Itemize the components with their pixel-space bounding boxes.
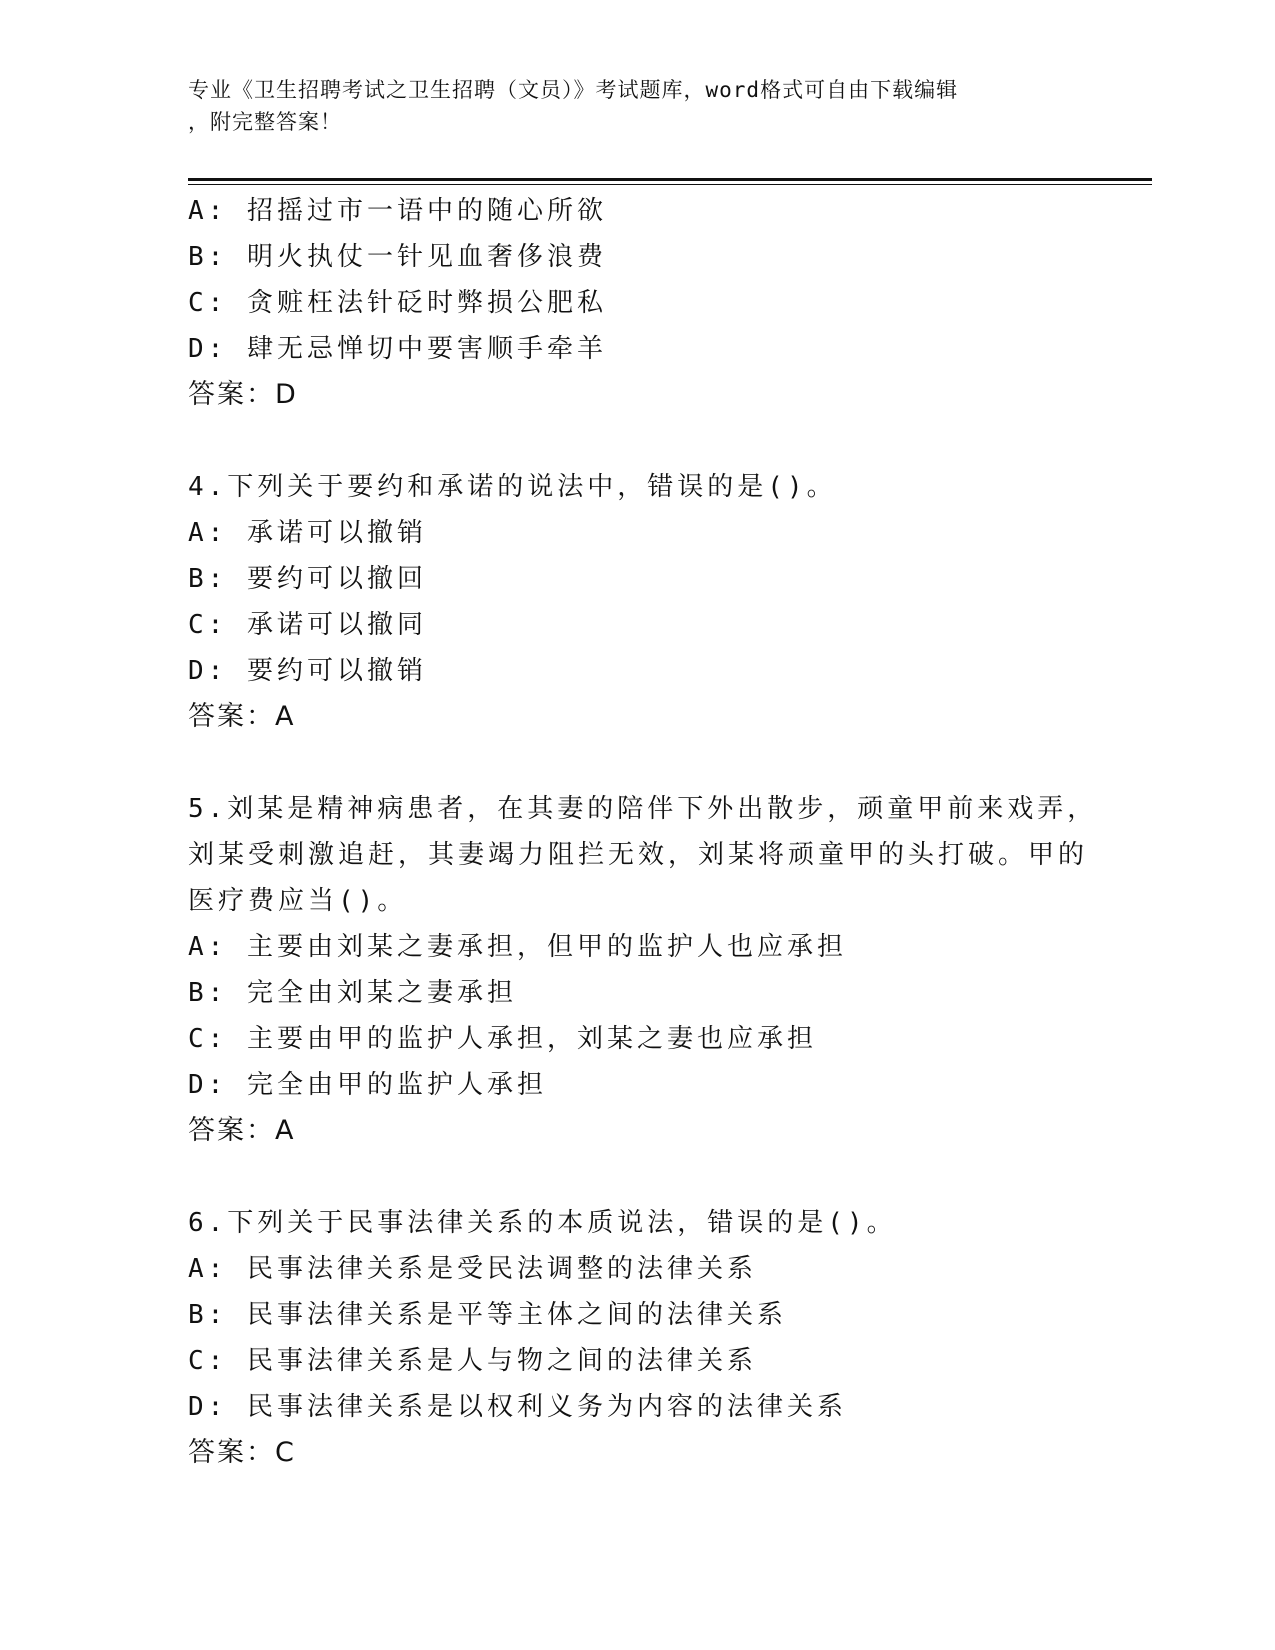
question-list bbox=[188, 188, 1098, 1476]
question-5 bbox=[188, 786, 1098, 1154]
document-header bbox=[188, 74, 1068, 138]
option-a: A: 承诺可以撤销 bbox=[188, 518, 427, 548]
option-d: D: 完全由甲的监护人承担 bbox=[188, 1070, 547, 1100]
option-b: B: 明火执仗一针见血奢侈浪费 bbox=[188, 242, 607, 272]
option-a: A: 主要由刘某之妻承担，但甲的监护人也应承担 bbox=[188, 932, 847, 962]
question-stem: 4.下列关于要约和承诺的说法中，错误的是()。 bbox=[188, 472, 837, 502]
question-stem-line-3: 医疗费应当()。 bbox=[188, 886, 408, 916]
option-d: D: 肆无忌惮切中要害顺手牵羊 bbox=[188, 334, 607, 364]
header-line-1: 专业《卫生招聘考试之卫生招聘（文员）》考试题库，word格式可自由下载编辑 bbox=[188, 78, 959, 102]
option-b: B: 民事法律关系是平等主体之间的法律关系 bbox=[188, 1300, 787, 1330]
question-stem-line-2: 刘某受刺激追赶，其妻竭力阻拦无效，刘某将顽童甲的头打破。甲的 bbox=[188, 840, 1089, 870]
spacer bbox=[188, 1154, 1088, 1200]
option-b: B: 完全由刘某之妻承担 bbox=[188, 978, 517, 1008]
option-d: D: 要约可以撤销 bbox=[188, 656, 427, 686]
answer-line: 答案：C bbox=[188, 1437, 296, 1468]
answer-line: 答案：D bbox=[188, 379, 298, 410]
option-b: B: 要约可以撤回 bbox=[188, 564, 427, 594]
option-c: C: 贪赃枉法针砭时弊损公肥私 bbox=[188, 288, 607, 318]
answer-line: 答案：A bbox=[188, 701, 296, 732]
question-3 bbox=[188, 188, 1088, 418]
question-stem-line-1: 5.刘某是精神病患者，在其妻的陪伴下外出散步，顽童甲前来戏弄， bbox=[188, 794, 1098, 824]
spacer bbox=[188, 740, 1088, 786]
option-c: C: 民事法律关系是人与物之间的法律关系 bbox=[188, 1346, 757, 1376]
header-line-2: ，附完整答案！ bbox=[188, 110, 342, 134]
header-rule-thin bbox=[188, 184, 1152, 185]
option-a: A: 招摇过市一语中的随心所欲 bbox=[188, 196, 607, 226]
option-d: D: 民事法律关系是以权利义务为内容的法律关系 bbox=[188, 1392, 847, 1422]
option-c: C: 主要由甲的监护人承担，刘某之妻也应承担 bbox=[188, 1024, 817, 1054]
question-6 bbox=[188, 1200, 1088, 1476]
answer-line: 答案：A bbox=[188, 1115, 296, 1146]
option-a: A: 民事法律关系是受民法调整的法律关系 bbox=[188, 1254, 757, 1284]
question-4 bbox=[188, 464, 1088, 740]
spacer bbox=[188, 418, 1088, 464]
option-c: C: 承诺可以撤同 bbox=[188, 610, 427, 640]
header-rule-thick bbox=[188, 178, 1152, 181]
question-stem: 6.下列关于民事法律关系的本质说法，错误的是()。 bbox=[188, 1208, 897, 1238]
